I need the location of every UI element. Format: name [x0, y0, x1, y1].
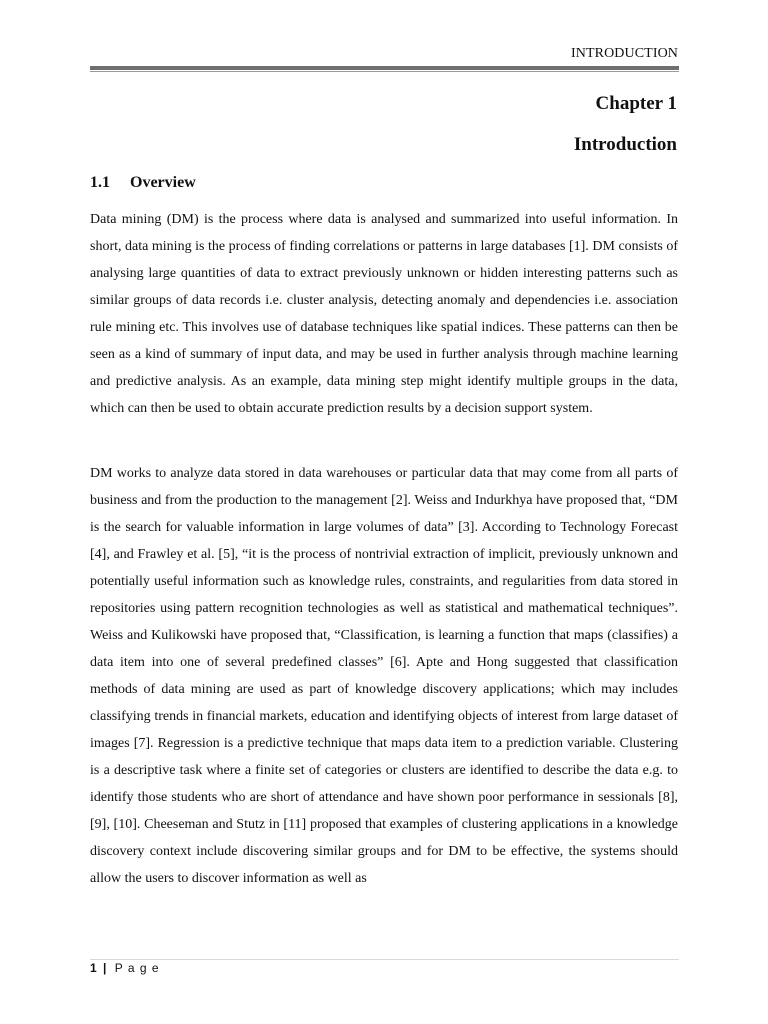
chapter-title: Introduction [573, 134, 677, 155]
page-footer [90, 961, 160, 975]
section-heading [90, 174, 196, 192]
section-title: Overview [130, 174, 196, 191]
header-rule-thin [90, 71, 679, 72]
running-header: INTRODUCTION [571, 46, 678, 61]
header-rule [90, 66, 679, 70]
page-label: P a g e [114, 961, 160, 975]
body-paragraph: DM works to analyze data stored in data warehouses or particular data that may come from all parts of business and from the production to the management [2]. Weiss and Indurkhya have proposed that, “DM is the search for valuable information in large volumes of data” [3]. According to Technology Forecast [4], and Frawley et al. [5], “it is the process of nontrivial extraction of implicit, previously unknown and potentially useful information such as knowledge rules, constraints, and regularities from data stored in repositories using pattern recognition technologies as well as statistical and mathematical techniques”. Weiss and Kulikowski have proposed that, “Classification, is learning a function that maps (classifies) a data item into one of several predefined classes” [6]. Apte and Hong suggested that classification methods of data mining are used as part of knowledge discovery applications; which may includes classifying trends in financial markets, education and identifying objects of interest from large dataset of images [7]. Regression is a predictive technique that maps data item to a prediction variable. Clustering is a descriptive task where a finite set of categories or clusters are identified to describe the data e.g. to identify those students who are short of attendance and have shown poor performance in sessionals [8], [9], [10]. Cheeseman and Stutz in [11] proposed that examples of clustering applications in a knowledge discovery context include discovering similar groups and for DM to be effective, the systems should allow the users to discover information as well as [90, 466, 678, 886]
body-paragraph: Data mining (DM) is the process where data is analysed and summarized into useful information. In short, data mining is the process of finding correlations or patterns in large databases [1]. DM consists of analysing large quantities of data to extract previously unknown or hidden interesting patterns such as similar groups of data records i.e. cluster analysis, detecting anomaly and dependencies i.e. association rule mining etc. This involves use of database techniques like spatial indices. These patterns can then be seen as a kind of summary of input data, and may be used in further analysis through machine learning and predictive analysis. As an example, data mining step might identify multiple groups in the data, which can then be used to obtain accurate prediction results by a decision support system. [90, 212, 678, 416]
section-number: 1.1 [90, 174, 110, 191]
page-separator: | [103, 961, 108, 975]
page-number: 1 [90, 961, 98, 975]
footer-rule [90, 959, 679, 960]
chapter-number: Chapter 1 [595, 93, 677, 114]
